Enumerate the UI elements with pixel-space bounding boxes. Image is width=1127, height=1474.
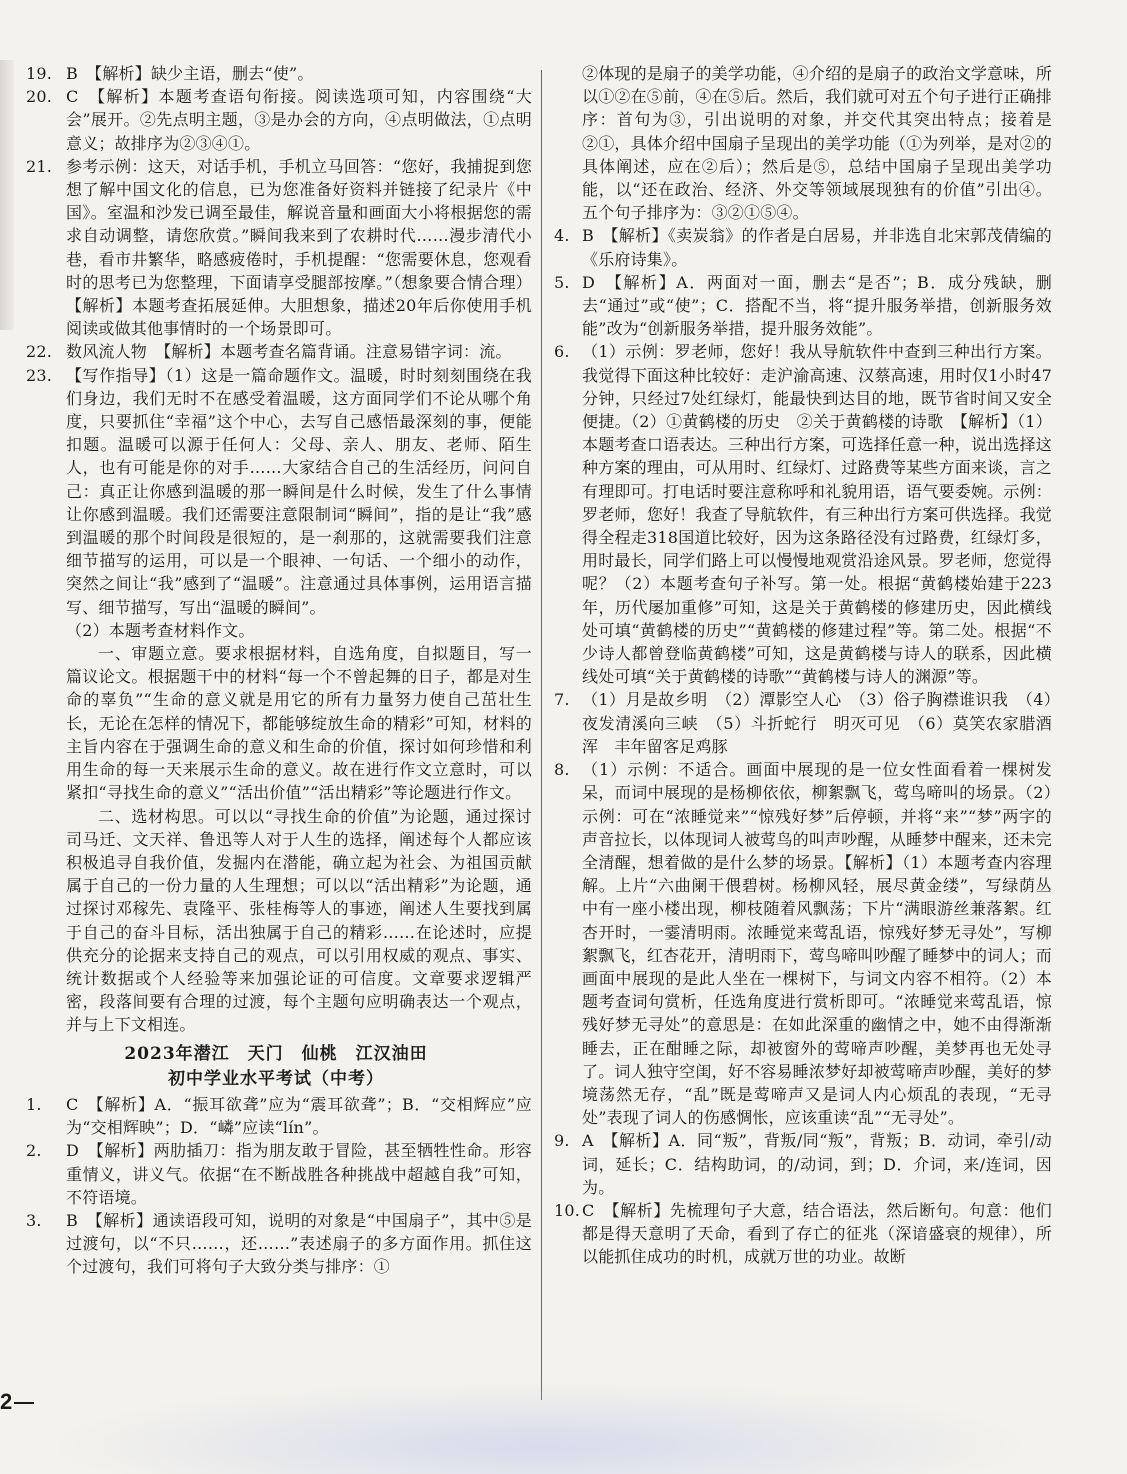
item-body: ②体现的是扇子的美学功能，④介绍的是扇子的政治文学意味，所以①②在⑤前，④在⑤后。然后，我们就可对五个句子进行正确排序：首句为③，引出说明的对象，并交代其突出特点；接着是②①，具体介绍中国扇子呈现出的美学功能（①为列举，是对②的具体阐述，应在②后）；然后是⑤，总结中国扇子呈现出美学功能，以“还在政治、经济、外交等领域展现独有的价值”引出④。五个句子排序为：③②①⑤④。 — [582, 64, 1052, 223]
answer-item-4 — [554, 224, 1052, 270]
item-number: 7. — [554, 690, 570, 710]
item-body: C 【解析】先梳理句子大意，结合语法，然后断句。句意：他们都是得天意明了天命，看到了存亡的征兆（深谙盛衰的规律），所以能抓住成功的时机，成就万世的功业。故断 — [582, 1200, 1052, 1267]
item-number: 9. — [554, 1131, 570, 1151]
page-number-text: 2 — [0, 1389, 13, 1414]
item-body: （1）示例：不适合。画面中展现的是一位女性面看着一棵树发呆，而词中展现的是杨柳依依，柳絮飘飞，莺鸟啼叫的场景。（2）示例：可在“浓睡觉来”“惊残好梦”后停顿，并将“来”“梦”两字的声音拉长，以体现词人被莺鸟的叫声吵醒，从睡梦中醒来，还未完全清醒，想着做的是什么梦的场景。【解析】（1）本题考查内容理解。上片“六曲阑干偎碧树。杨柳风轻，展尽黄金缕”，写绿荫丛中有一座小楼出现，柳枝随着风飘荡；下片“满眼游丝兼落絮。红杏开时，一霎清明雨。浓睡觉来莺乱语，惊残好梦无寻处”，写柳絮飘飞，红杏花开，清明雨下，莺鸟啼叫吵醒了睡梦中的词人；而画面中展现的是此人坐在一棵树下，与词文内容不相符。（2）本题考查词句赏析，任选角度进行赏析即可。“浓睡觉来莺乱语，惊残好梦无寻处”的意思是：在如此深重的幽情之中，她不由得渐渐睡去，正在酣睡之际，却被窗外的莺啼声吵醒，美梦再也无处寻了。词人独守空闺，好不容易睡浓梦好却被莺啼声吵醒，美好的梦境荡然无存，“乱”既是莺啼声又是词人内心烦乱的表现，“无寻处”表现了词人的伤感惆怅，应该重读“乱”“无寻处”。 — [582, 760, 1052, 1128]
item-body: 数风流人物 【解析】本题考查名篇背诵。注意易错字词：流。 — [66, 342, 512, 362]
item-body: B 【解析】缺少主语，删去“使”。 — [66, 64, 314, 83]
answer-item-5 — [554, 271, 1052, 341]
answer-item-21 — [20, 155, 532, 341]
answer-item-10 — [554, 1199, 1052, 1269]
answer-item-2 — [20, 1139, 532, 1209]
item-body: A 【解析】A．同“叛”，背叛/同“叛”，背叛；B．动词，牵引/动词，延长；C．结构助词，的/动词，到；D．介词，来/连词，因为。 — [582, 1131, 1052, 1197]
binding-edge — [0, 60, 14, 330]
item-number: 5. — [554, 272, 570, 292]
item-number: 19. — [26, 64, 53, 83]
item-number: 10. — [554, 1200, 581, 1220]
item-number: 4. — [554, 226, 570, 246]
item-body: C 【解析】本题考查语句衔接。阅读选项可知，内容围绕“大会”展开。②先点明主题，③是办会的方向，④点明做法，①点明意义；故排序为②③④①。 — [66, 87, 532, 153]
answer-item-8 — [554, 758, 1052, 1129]
answer-item-22 — [20, 340, 532, 363]
item-body: B 【解析】《卖炭翁》的作者是白居易，并非选自北宋郭茂倩编的《乐府诗集》。 — [582, 226, 1052, 269]
answer-item-19 — [20, 62, 532, 85]
item-number: 22. — [26, 342, 53, 362]
answer-item-7 — [554, 688, 1052, 758]
answer-item-6 — [554, 340, 1052, 688]
item-number: 21. — [26, 156, 53, 176]
item-paragraph: 一、审题立意。要求根据材料，自选角度，自拟题目，写一篇议论文。根据题干中的材料“每一个不曾起舞的日子，都是对生命的辜负”“生命的意义就是用它的所有力量努力使自己茁壮生长，无论在怎样的情况下，都能够绽放生命的精彩”可知，材料的主旨内容在于强调生命的意义和生命的价值，探讨如何珍惜和利用生命的每一天来展示生命的意义。故在进行作文立意时，可以紧扣“寻找生命的意义”“活出价值”“活出精彩”等论题进行作文。 — [66, 644, 532, 803]
item-number: 2. — [26, 1141, 42, 1161]
item-number: 1. — [26, 1094, 42, 1114]
item-number: 3. — [26, 1210, 42, 1230]
scan-smudge — [40, 1380, 1040, 1474]
answer-item-1 — [20, 1093, 532, 1139]
item-number: 8. — [554, 760, 570, 780]
item-number: 6. — [554, 342, 570, 362]
left-column — [20, 62, 532, 1279]
answer-item-23 — [20, 364, 532, 1037]
answer-item-20 — [20, 85, 532, 155]
item-body: D 【解析】两肋插刀：指为朋友敢于冒险，甚至牺牲性命。形容重情义，讲义气。依据“在不断战胜各种挑战中超越自我”可知，不符语境。 — [66, 1141, 532, 1207]
item-body: （1）示例：罗老师，您好！我从导航软件中查到三种出行方案。我觉得下面这种比较好：走沪渝高速、汉蔡高速，用时仅1小时47分钟，只经过7处红绿灯，能最快到达目的地，既节省时间又安全便捷。（2）①黄鹤楼的历史 ②关于黄鹤楼的诗歌 【解析】（1）本题考查口语表达。三种出行方案，可选择任意一种，说出选择这种方案的理由，可从用时、红绿灯、过路费等某些方面来谈，言之有理即可。打电话时要注意称呼和礼貌用语，语气要委婉。示例：罗老师，您好！我查了导航软件，有三种出行方案可供选择。我觉得全程走318国道比较好，因为这条路径没有过路费，红绿灯多，用时最长，同学们路上可以慢慢地观赏沿途风景。罗老师，您觉得呢？（2）本题考查句子补写。第一处。根据“黄鹤楼始建于223年，历代屡加重修”可知，这是关于黄鹤楼的修建历史，因此横线处可填“黄鹤楼的历史”“黄鹤楼的修建过程”等。第二处。根据“不少诗人都曾登临黄鹤楼”可知，这是黄鹤楼与诗人的联系，因此横线处可填“关于黄鹤楼的诗歌”“黄鹤楼与诗人的渊源”等。 — [582, 342, 1052, 687]
answer-item-9 — [554, 1129, 1052, 1199]
answer-item-3-continued — [554, 62, 1052, 224]
answer-item-3 — [20, 1209, 532, 1279]
section-title: 2023年潜江 天门 仙桃 江汉油田 — [124, 1043, 428, 1064]
item-body: D 【解析】A．两面对一面，删去“是否”；B．成分残缺，删去“通过”或“使”；C．搭配不当，将“提升服务举措，创新服务效能”改为“创新服务举措，提升服务效能”。 — [582, 272, 1052, 339]
item-paragraph: 二、选材构思。可以以“寻找生命的价值”为论题，通过探讨司马迁、文天祥、鲁迅等人对于人生的选择，阐述每个人都应该积极追寻自我价值，发掘内在潜能，确立起为社会、为祖国贡献属于自己的一份力量的人生理想；可以以“活出精彩”为论题，通过探讨邓稼先、袁隆平、张桂梅等人的事迹，阐述人生要找到属于自己的奋斗目标，活出独属于自己的精彩……在论述时，应提供充分的论据来支持自己的观点，可以引用权威的观点、事实、统计数据或个人经验等来加强论证的可信度。文章要求逻辑严密，段落间要有合理的过渡，每个主题句应明确表达一个观点，并与上下文相连。 — [66, 806, 532, 1035]
item-number: 20. — [26, 87, 53, 107]
page-number — [0, 1389, 34, 1415]
right-column — [554, 62, 1052, 1269]
item-body-group — [66, 364, 532, 1037]
item-body: 参考示例：这天，对话手机，手机立马回答：“您好，我捕捉到您想了解中国文化的信息，已为您准备好资料并链接了纪录片《中国》。室温和沙发已调至最佳，解说音量和画面大小将根据您的需求自动调整，请您欣赏。”瞬间我来到了农耕时代……漫步清代小巷，看市井繁华，略感疲倦时，手机提醒：“您需要休息，您观看时的思考已为您整理，下面请享受腿部按摩。”（想象要合情合理）【解析】本题考查拓展延伸。大胆想象，描述20年后你使用手机阅读或做其他事情时的一个场景即可。 — [66, 156, 532, 339]
item-body: B 【解析】通读语段可知，说明的对象是“中国扇子”，其中⑤是过渡句，以“不只……，还……”表述扇子的多方面作用。抓住这个过渡句，我们可将句子大致分类与排序：① — [66, 1210, 532, 1277]
page-number-rule — [14, 1402, 34, 1404]
item-body: （1）月是故乡明 （2）潭影空人心 （3）俗子胸襟谁识我 （4）夜发清溪向三峡 （5）斗折蛇行 明灭可见 （6）莫笑农家腊酒浑 丰年留客足鸡豚 — [582, 690, 1052, 756]
item-body: 【写作指导】（1）这是一篇命题作文。温暖，时时刻刻围绕在我们身边，我们无时不在感受着温暖，这方面同学们不论从哪个角度，只要抓住“幸福”这个中心，去写自己感悟最深刻的事，便能扣题。温暖可以源于任何人：父母、亲人、朋友、老师、陌生人，也有可能是你的对手……大家结合自己的生活经历，问问自己：真正让你感到温暖的那一瞬间是什么时候，发生了什么事情让你感到温暖。我们还需要注意限制词“瞬间”，指的是让“我”感到温暖的那个时间段是很短的，是一刹那的，这就需要我们注意细节描写的运用，可以是一个眼神、一句话、一个细小的动作，突然之间让“我”感到了“温暖”。注意通过具体事例，运用语言描写、细节描写，写出“温暖的瞬间”。 — [66, 365, 532, 617]
item-number: 23. — [26, 365, 53, 385]
column-divider — [541, 70, 542, 1400]
item-body: C 【解析】A．“振耳欲聋”应为“震耳欲聋”；B．“交相辉应”应为“交相辉映”；D．“嶙”应读“lín”。 — [66, 1094, 532, 1138]
item-subpart-2: （2）本题考查材料作文。 — [66, 620, 255, 640]
section-subtitle: 初中学业水平考试（中考） — [168, 1068, 384, 1089]
